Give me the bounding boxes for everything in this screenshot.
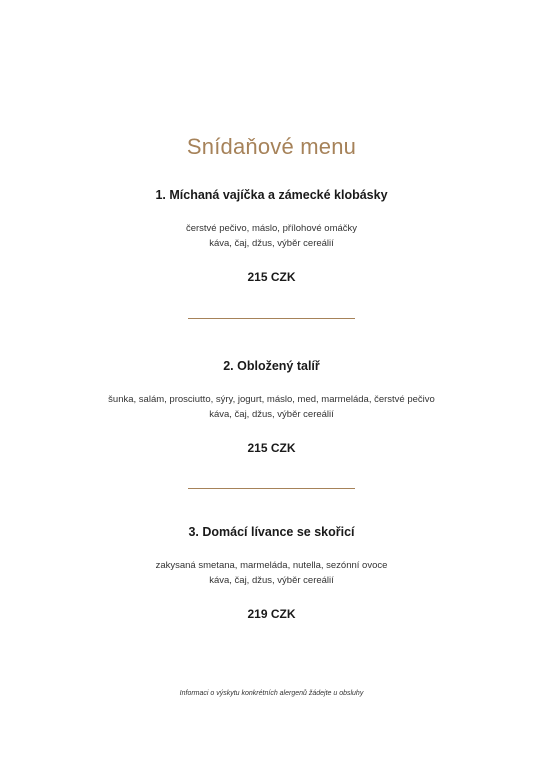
dish-description-line: šunka, salám, prosciutto, sýry, jogurt, máslo, med, marmeláda, čerstvé pečivo: [108, 394, 435, 405]
dish-description: [0, 221, 543, 251]
allergen-note: Informaci o výskytu konkrétních alergenů žádejte u obsluhy: [179, 690, 364, 697]
section-divider: [188, 318, 355, 319]
dish-3: [0, 523, 543, 622]
dish-description-line: zakysaná smetana, marmeláda, nutella, sezónní ovoce: [155, 560, 388, 571]
dish-name: 2. Obložený talíř: [223, 359, 320, 373]
section-divider: [188, 488, 355, 489]
dish-1: [0, 186, 543, 285]
dish-description-line: káva, čaj, džus, výběr cereálií: [209, 409, 334, 420]
dish-price: 215 CZK: [247, 441, 296, 455]
dish-name: 1. Míchaná vajíčka a zámecké klobásky: [155, 188, 388, 202]
dish-price: 219 CZK: [247, 607, 296, 621]
dish-description: [0, 558, 543, 588]
dish-description-line: káva, čaj, džus, výběr cereálií: [209, 575, 334, 586]
dish-name: 3. Domácí lívance se skořicí: [188, 525, 355, 539]
dish-2: [0, 357, 543, 456]
dish-price: 215 CZK: [247, 270, 296, 284]
dish-description-line: čerstvé pečivo, máslo, přílohové omáčky: [185, 223, 358, 234]
dish-description: [0, 392, 543, 422]
menu-title: Snídaňové menu: [186, 134, 357, 159]
dish-description-line: káva, čaj, džus, výběr cereálií: [209, 238, 334, 249]
